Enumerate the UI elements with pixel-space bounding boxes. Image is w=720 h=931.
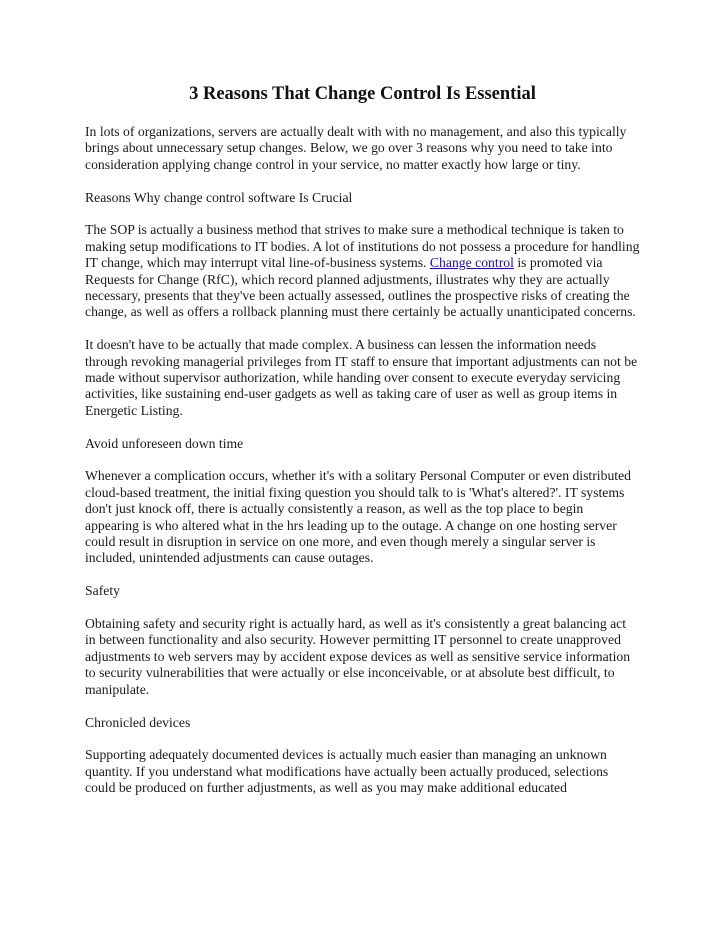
change-control-link[interactable]: Change control — [429, 255, 514, 271]
section-heading-downtime: Avoid unforeseen down time — [85, 435, 244, 451]
sop-paragraph — [85, 222, 640, 320]
section-heading-safety: Safety — [85, 583, 120, 599]
complexity-paragraph: It doesn't have to be actually that made complex. A business can lessen the information needs through revoking managerial privileges from IT staff to ensure that important adjustments can not be made without supervisor authorization, while handing over consent to execute everyday servicing activities, like sustaining end-user gadgets as well as taking care of user as well as group items in Energetic Listing. — [85, 337, 638, 418]
devices-paragraph: Supporting adequately documented devices is actually much easier than managing an unknown quantity. If you understand what modifications have actually been actually produced, selections could be produced on further adjustments, as well as you may make additional educated — [85, 747, 609, 796]
safety-paragraph: Obtaining safety and security right is actually hard, as well as it's consistently a great balancing act in between functionality and also security. However permitting IT personnel to create unapproved adjustments to web servers may by accident expose devices as well as sensitive service information to security vulnerabilities that were actually or else inconceivable, or at absolute best difficult, to manipulate. — [85, 616, 631, 697]
sop-paragraph-text-after: is promoted via Requests for Change (RfC), which record planned adjustments, illustrates why they are actually necessary, presents that they've been actually assessed, outlines the prospective risks of creating the change, as well as offers a rollback planning must there certainly be actually unanticipated concerns. — [85, 255, 636, 320]
sop-paragraph-text-before: The SOP is actually a business method that strives to make sure a methodical technique is taken to making setup modifications to IT bodies. A lot of institutions do not possess a procedure for handling IT change, which may interrupt vital line-of-business systems. — [85, 222, 640, 271]
intro-paragraph: In lots of organizations, servers are actually dealt with with no management, and also this typically brings about unnecessary setup changes. Below, we go over 3 reasons why you need to take into consideration applying change control in your service, no matter exactly how large or tiny. — [85, 124, 627, 172]
section-heading-reasons: Reasons Why change control software Is Crucial — [85, 189, 353, 205]
document-page — [85, 82, 640, 813]
downtime-paragraph: Whenever a complication occurs, whether it's with a solitary Personal Computer or even distributed cloud-based treatment, the initial fixing question you should talk to is 'What's altered?'. IT systems don't just knock off, there is actually consistently a reason, as well as the top place to begin appearing is who altered what in the hrs leading up to the outage. A change on one hosting server could result in disruption in service on one more, and even though merely a singular server is included, unintended adjustments can cause outages. — [85, 468, 632, 566]
section-heading-devices: Chronicled devices — [85, 714, 191, 730]
page-title: 3 Reasons That Change Control Is Essential — [189, 84, 536, 104]
